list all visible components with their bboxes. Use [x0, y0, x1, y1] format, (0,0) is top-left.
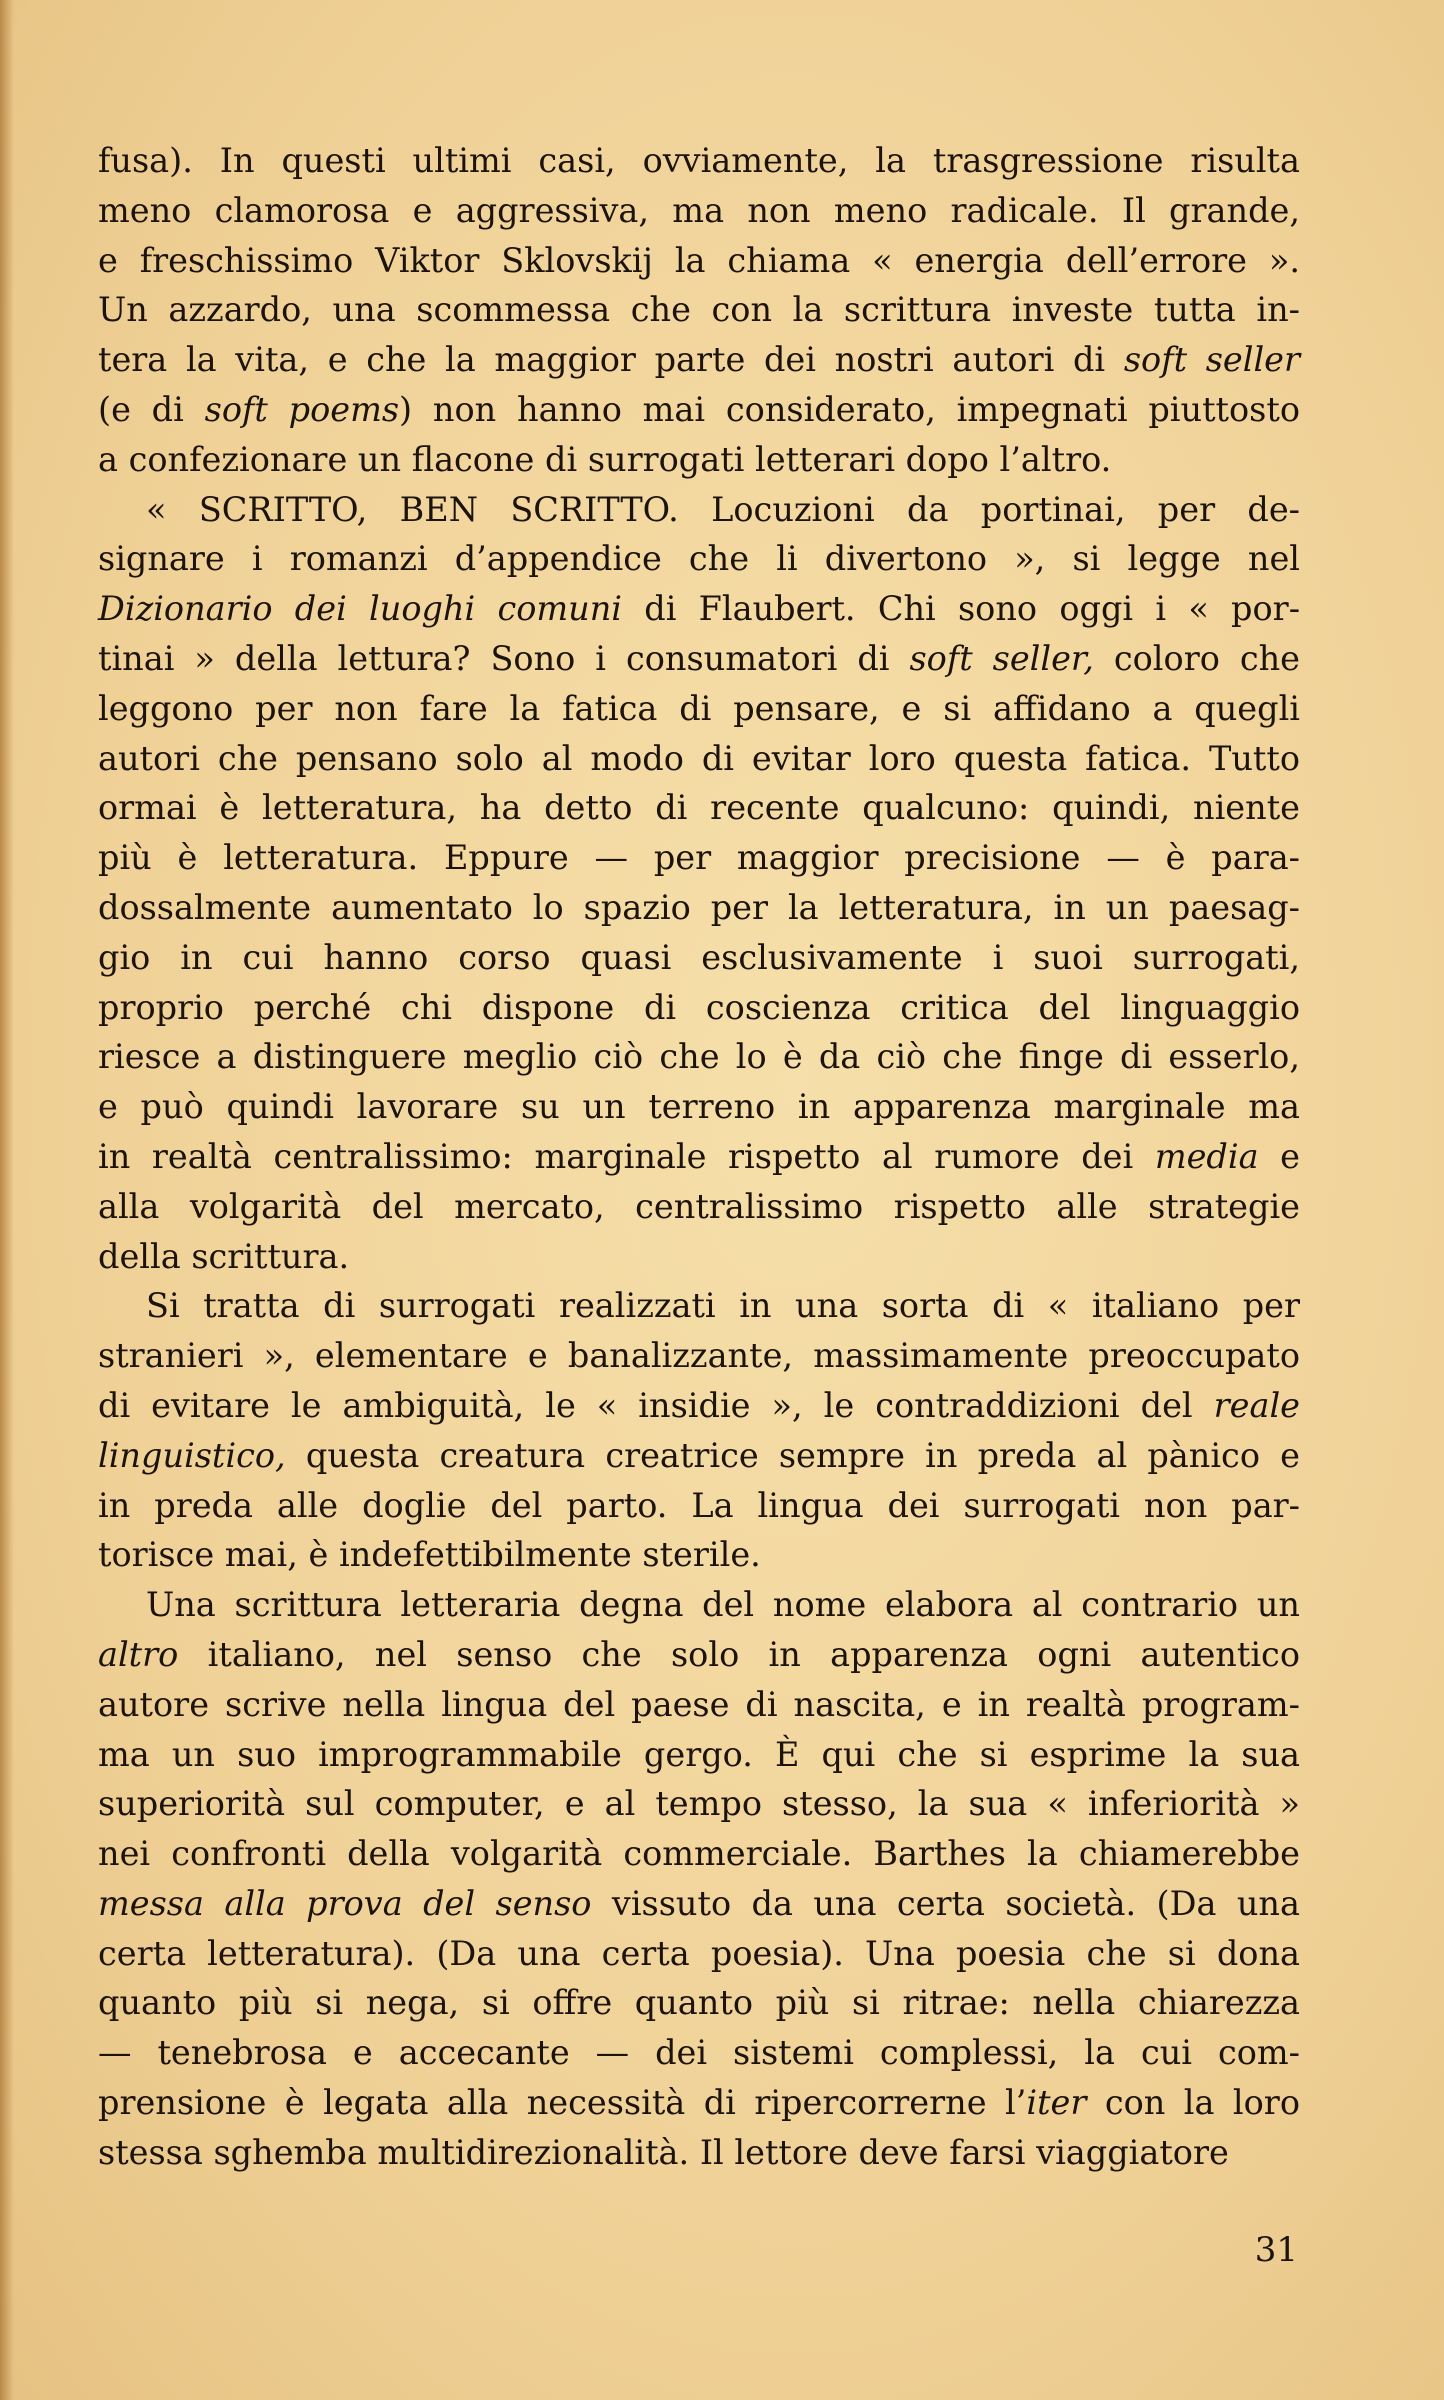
- page-number: 31: [1254, 2230, 1298, 2270]
- text-run: e freschissimo Viktor Sklovskij la chiama « energia dell’errore ».: [98, 240, 1300, 280]
- text-line: [98, 186, 1300, 236]
- text-run: in preda alle doglie del parto. La lingua dei surrogati non par-: [98, 1485, 1300, 1525]
- text-line: [98, 136, 1300, 186]
- text-run: dossalmente aumentato lo spazio per la letteratura, in un paesag-: [98, 887, 1300, 927]
- text-line: [98, 1032, 1300, 1082]
- text-line: [98, 534, 1300, 584]
- text-run: meno clamorosa e aggressiva, ma non meno radicale. Il grande,: [98, 190, 1300, 230]
- text-run: riesce a distinguere meglio ciò che lo è da ciò che finge di esserlo,: [98, 1037, 1300, 1077]
- text-run: proprio perché chi dispone di coscienza critica del linguaggio: [98, 987, 1300, 1027]
- text-run: coloro che: [1093, 638, 1301, 678]
- text-run: — tenebrosa e accecante — dei sistemi complessi, la cui com-: [98, 2033, 1300, 2073]
- text-line: [98, 2128, 1300, 2178]
- italic-term: soft poems: [204, 389, 400, 429]
- text-run: leggono per non fare la fatica di pensare, e si affidano a quegli: [98, 688, 1300, 728]
- text-run: prensione è legata alla necessità di ripercorrerne l’: [98, 2083, 1027, 2123]
- italic-term: messa alla prova del senso: [98, 1883, 592, 1923]
- italic-term: Dizionario dei luoghi comuni: [98, 589, 623, 629]
- text-line: [98, 983, 1300, 1033]
- paragraph-intro: [98, 136, 1300, 485]
- text-run: gio in cui hanno corso quasi esclusivamente i suoi surrogati,: [98, 937, 1300, 977]
- text-run: signare i romanzi d’appendice che li divertono », si legge nel: [98, 539, 1300, 579]
- italic-term: iter: [1026, 2083, 1087, 2123]
- text-line: [98, 1879, 1300, 1929]
- text-run: quanto più si nega, si offre quanto più si ritrae: nella chiarezza: [98, 1983, 1300, 2023]
- text-run: superiorità sul computer, e al tempo stesso, la sua « inferiorità »: [98, 1784, 1300, 1824]
- text-run: e: [1258, 1136, 1300, 1176]
- text-line: [98, 385, 1300, 435]
- text-run: questa creatura creatrice sempre in preda al pànico e: [285, 1435, 1300, 1475]
- text-line: [98, 684, 1300, 734]
- text-line: [98, 1431, 1300, 1481]
- text-run: in realtà centralissimo: marginale rispetto al rumore dei: [98, 1136, 1155, 1176]
- text-line: [98, 435, 1300, 485]
- text-line: [98, 1829, 1300, 1879]
- text-run: italiano, nel senso che solo in apparenza ogni autentico: [178, 1634, 1300, 1674]
- text-run: Una scrittura letteraria degna del nome elabora al contrario un: [146, 1585, 1300, 1625]
- text-run: ma un suo improgrammabile gergo. È qui che si esprime la sua: [98, 1734, 1300, 1774]
- text-run: (e di: [98, 389, 205, 429]
- paragraph-surrogati: [98, 1281, 1300, 1580]
- text-line: [98, 634, 1300, 684]
- text-run: ) non hanno mai considerato, impegnati piuttosto: [399, 389, 1300, 429]
- text-run: con la loro: [1086, 2083, 1300, 2123]
- text-line: [98, 1132, 1300, 1182]
- text-line: [98, 1331, 1300, 1381]
- text-line: [98, 933, 1300, 983]
- text-run: tera la vita, e che la maggior parte dei nostri autori di: [98, 340, 1124, 380]
- text-line: [98, 833, 1300, 883]
- text-line: [98, 1580, 1300, 1630]
- text-line: [98, 236, 1300, 286]
- italic-term: soft seller,: [909, 638, 1094, 678]
- text-line: [98, 335, 1300, 385]
- text-run: di evitare le ambiguità, le « insidie », le contraddizioni del: [98, 1385, 1214, 1425]
- italic-term: media: [1154, 1136, 1259, 1176]
- paragraph-scrittura: [98, 1580, 1300, 2178]
- text-line: [98, 2028, 1300, 2078]
- text-line: [98, 2078, 1300, 2128]
- text-line: [98, 783, 1300, 833]
- text-run: e può quindi lavorare su un terreno in apparenza marginale ma: [98, 1087, 1300, 1127]
- italic-term: reale: [1213, 1385, 1300, 1425]
- text-line: [98, 1730, 1300, 1780]
- text-run: torisce mai, è indefettibilmente sterile.: [98, 1535, 761, 1575]
- text-run: certa letteratura). (Da una certa poesia). Una poesia che si dona: [98, 1933, 1300, 1973]
- text-run: Un azzardo, una scommessa che con la scrittura investe tutta in-: [98, 290, 1300, 330]
- text-line: [98, 1978, 1300, 2028]
- text-line: [98, 883, 1300, 933]
- text-line: [98, 734, 1300, 784]
- text-run: ormai è letteratura, ha detto di recente qualcuno: quindi, niente: [98, 788, 1300, 828]
- text-run: stranieri », elementare e banalizzante, massimamente preoccupato: [98, 1336, 1300, 1376]
- text-run: di Flaubert. Chi sono oggi i « por-: [622, 589, 1301, 629]
- italic-term: linguistico,: [98, 1435, 286, 1475]
- text-run: autori che pensano solo al modo di evitar loro questa fatica. Tutto: [98, 738, 1300, 778]
- text-line: [98, 1680, 1300, 1730]
- paragraph-scritto: [98, 485, 1300, 1282]
- italic-term: soft seller: [1123, 340, 1301, 380]
- text-run: autore scrive nella lingua del paese di nascita, e in realtà program-: [98, 1684, 1300, 1724]
- text-run: a confezionare un flacone di surrogati letterari dopo l’altro.: [98, 439, 1112, 479]
- text-run: Si tratta di surrogati realizzati in una sorta di « italiano per: [146, 1286, 1300, 1326]
- text-line: [98, 1182, 1300, 1232]
- text-line: [98, 1281, 1300, 1331]
- italic-term: altro: [98, 1634, 179, 1674]
- text-line: [98, 584, 1300, 634]
- text-run: stessa sghemba multidirezionalità. Il lettore deve farsi viaggiatore: [98, 2132, 1229, 2172]
- text-line: [98, 1530, 1300, 1580]
- text-run: « SCRITTO, BEN SCRITTO. Locuzioni da portinai, per de-: [146, 489, 1300, 529]
- text-run: della scrittura.: [98, 1236, 350, 1276]
- text-run: più è letteratura. Eppure — per maggior precisione — è para-: [98, 838, 1300, 878]
- text-line: [98, 1779, 1300, 1829]
- text-run: fusa). In questi ultimi casi, ovviamente, la trasgressione risulta: [98, 141, 1300, 180]
- text-run: alla volgarità del mercato, centralissimo rispetto alle strategie: [98, 1186, 1300, 1226]
- text-line: [98, 1481, 1300, 1531]
- text-line: [98, 1630, 1300, 1680]
- text-run: vissuto da una certa società. (Da una: [591, 1883, 1300, 1923]
- text-line: [98, 485, 1300, 535]
- text-line: [98, 285, 1300, 335]
- text-line: [98, 1082, 1300, 1132]
- text-run: tinai » della lettura? Sono i consumatori di: [98, 638, 910, 678]
- text-run: nei confronti della volgarità commerciale. Barthes la chiamerebbe: [98, 1834, 1300, 1874]
- text-line: [98, 1381, 1300, 1431]
- text-line: [98, 1929, 1300, 1979]
- body-text: [98, 136, 1300, 2178]
- text-line: [98, 1232, 1300, 1282]
